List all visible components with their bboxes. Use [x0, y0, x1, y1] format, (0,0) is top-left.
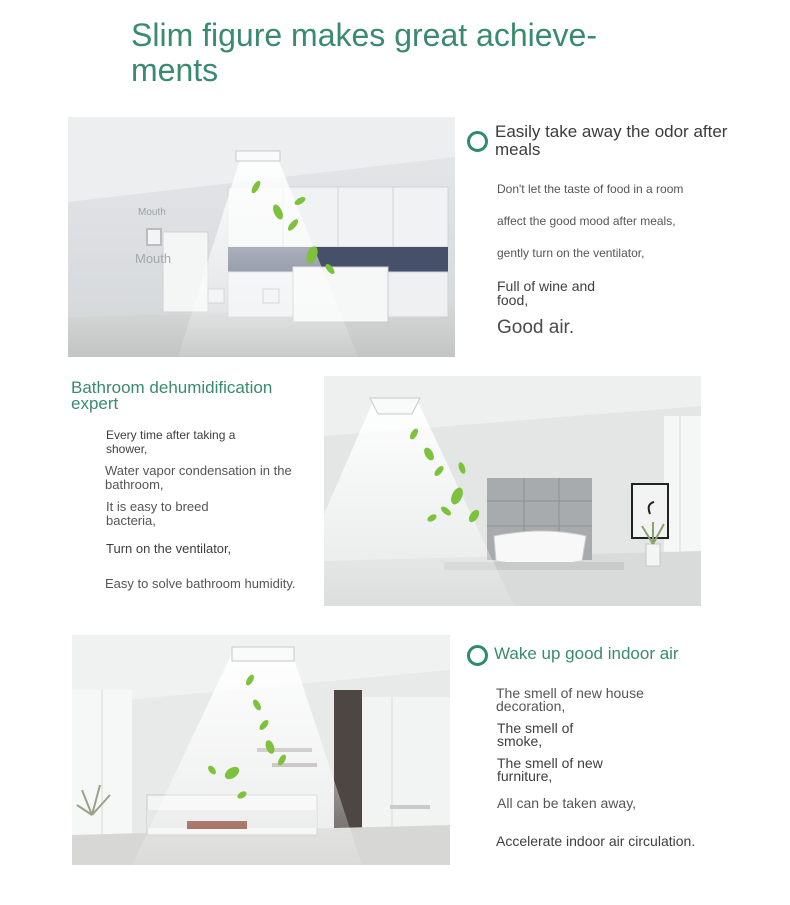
- bathroom-line: Turn on the ventilator,: [106, 541, 232, 556]
- image-label: Mouth: [135, 251, 172, 266]
- living-line: All can be taken away,: [497, 795, 637, 811]
- circle-ring-icon: [467, 131, 488, 152]
- living-line: The smell of new house decoration,: [496, 685, 644, 714]
- kitchen-heading: Easily take away the odor after meals: [495, 122, 728, 159]
- living-room-photo: [72, 635, 450, 865]
- bathroom-line: It is easy to breed bacteria,: [106, 499, 209, 528]
- bathroom-line: Every time after taking a shower,: [106, 428, 236, 456]
- bathroom-photo: [324, 376, 701, 606]
- image-label: Mouth: [138, 207, 166, 218]
- kitchen-line: Don't let the taste of food in a room: [497, 182, 684, 196]
- page-title: Slim figure makes great achieve-ments: [131, 17, 597, 88]
- kitchen-line: Good air.: [497, 317, 575, 338]
- living-heading: Wake up good indoor air: [494, 644, 679, 663]
- living-line: The smell of smoke,: [497, 720, 574, 749]
- leaf-icon: [250, 179, 262, 194]
- kitchen-line: Full of wine and food,: [497, 278, 596, 308]
- kitchen-line: affect the good mood after meals,: [497, 214, 676, 228]
- living-line: The smell of new furniture,: [497, 755, 603, 784]
- bathroom-heading: Bathroom dehumidification expert: [71, 378, 273, 413]
- kitchen-photo: [68, 117, 455, 357]
- circle-ring-icon: [467, 645, 488, 666]
- bathroom-line: Water vapor condensation in the bathroom,: [105, 463, 292, 492]
- living-line: Accelerate indoor air circulation.: [496, 833, 696, 849]
- bathroom-line: Easy to solve bathroom humidity.: [105, 576, 296, 591]
- switch-icon: [146, 228, 162, 246]
- kitchen-line: gently turn on the ventilator,: [497, 246, 645, 260]
